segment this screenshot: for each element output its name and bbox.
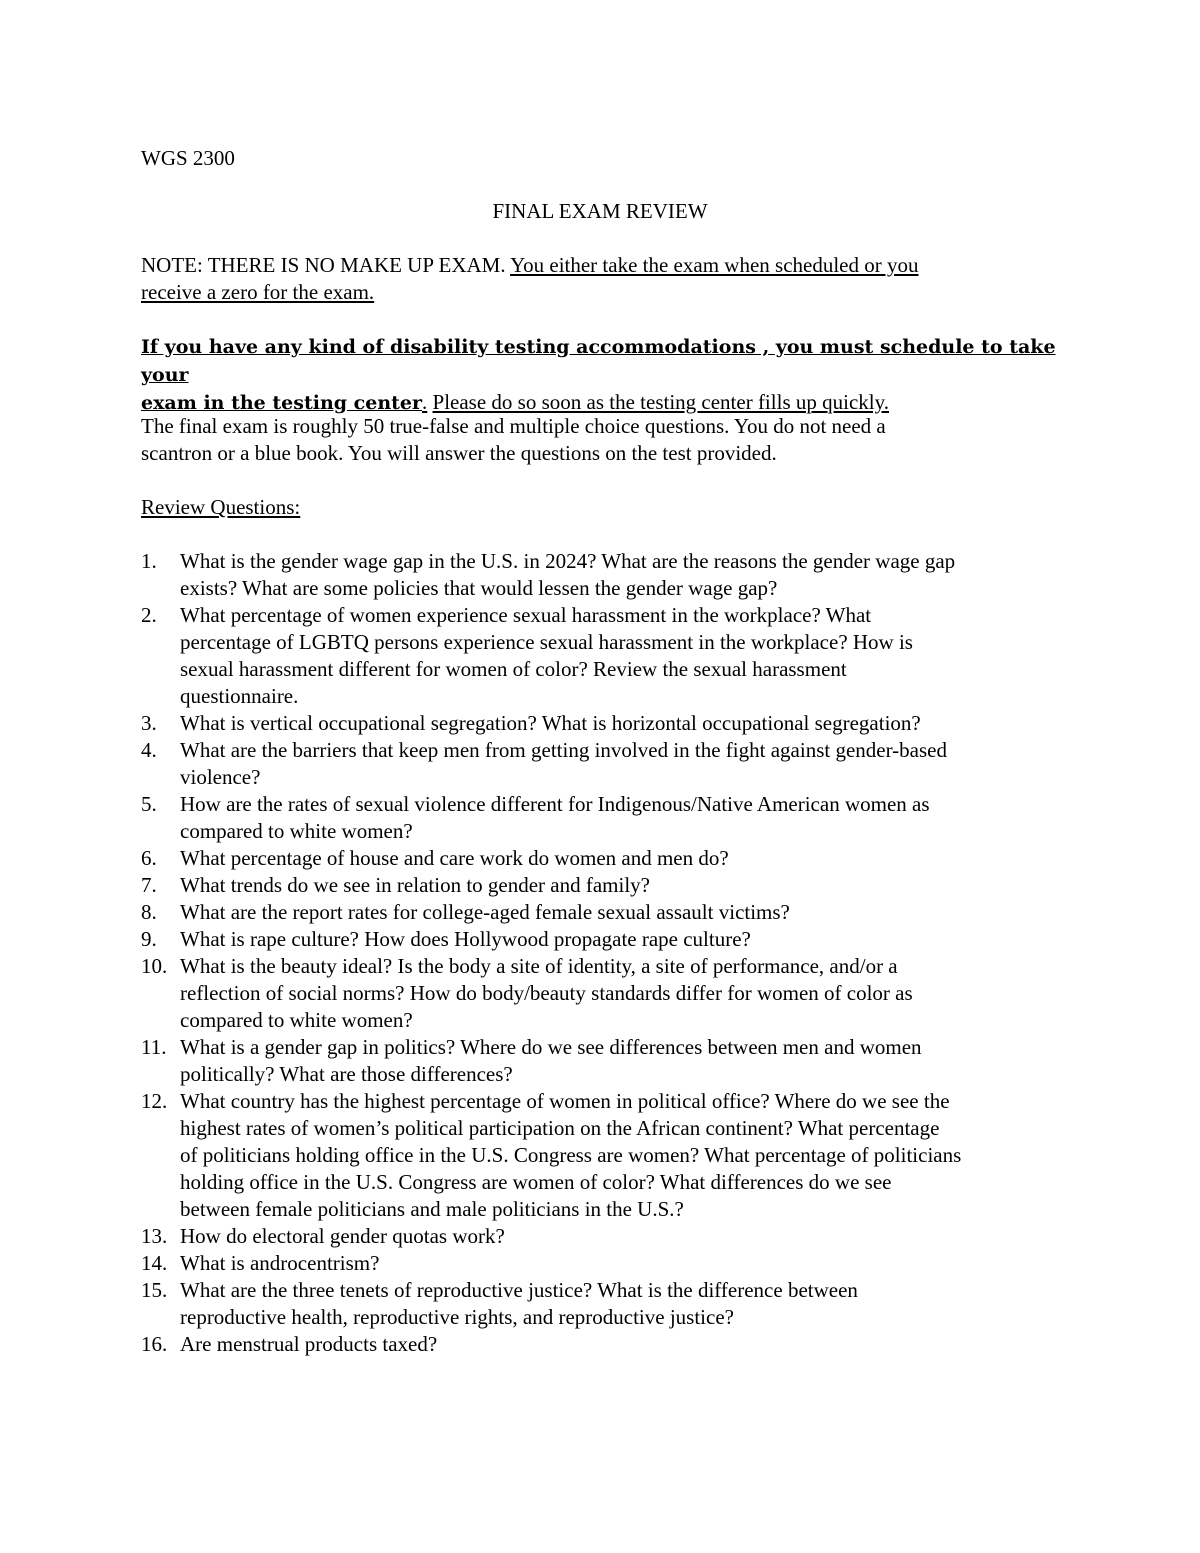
question-text-line: sexual harassment different for women of color? Review the sexual harassment (180, 657, 847, 681)
question-text-line: What is the beauty ideal? Is the body a site of identity, a site of performance, and/or a (180, 954, 898, 978)
question-text-line: What is androcentrism? (180, 1251, 380, 1275)
note-line-1 (141, 252, 1061, 279)
question-number: 8. (141, 900, 157, 924)
question-number: 3. (141, 711, 157, 735)
question-text-line: How are the rates of sexual violence different for Indigenous/Native American women as (180, 792, 930, 816)
question-text-line: reflection of social norms? How do body/beauty standards differ for women of color as (180, 981, 913, 1005)
accom-line-1 (141, 333, 1061, 389)
note-lead: NOTE: THERE IS NO MAKE UP EXAM. (141, 253, 506, 277)
question-text-line: Are menstrual products taxed? (180, 1332, 438, 1356)
question-text-line: What are the barriers that keep men from getting involved in the fight against gender-based (180, 738, 947, 762)
question-item (141, 1277, 1061, 1331)
question-text-line: What are the three tenets of reproductive justice? What is the difference between (180, 1278, 858, 1302)
question-number: 13. (141, 1224, 168, 1248)
question-item (141, 1223, 1061, 1250)
question-number: 15. (141, 1278, 168, 1302)
question-item (141, 710, 1061, 737)
review-heading (141, 494, 1061, 521)
question-text-line: percentage of LGBTQ persons experience sexual harassment in the workplace? How is (180, 630, 913, 654)
question-item (141, 872, 1061, 899)
question-number: 5. (141, 792, 157, 816)
question-item (141, 602, 1061, 710)
question-item (141, 899, 1061, 926)
question-text-line: What country has the highest percentage of women in political office? Where do we see the (180, 1089, 950, 1113)
note-underlined-1: You either take the exam when scheduled or you (510, 253, 919, 277)
question-item (141, 548, 1061, 602)
question-number: 10. (141, 954, 168, 978)
exam-intro (141, 413, 1061, 467)
accom-line-2: exam in the testing center. Please do so soon as the testing center fills up quickly. (141, 390, 889, 414)
question-text-line: highest rates of women’s political participation on the African continent? What percentage (180, 1116, 940, 1140)
question-number: 11. (141, 1035, 167, 1059)
question-number: 4. (141, 738, 157, 762)
question-item (141, 1088, 1061, 1223)
question-item (141, 737, 1061, 791)
course-code: WGS 2300 (141, 146, 235, 170)
question-number: 2. (141, 603, 157, 627)
question-item (141, 791, 1061, 845)
question-text-line: How do electoral gender quotas work? (180, 1224, 505, 1248)
accom-rest: Please do so soon as the testing center fills up quickly. (432, 390, 889, 414)
note-underlined-2: receive a zero for the exam. (141, 280, 375, 304)
intro-line-1: The final exam is roughly 50 true-false and multiple choice questions. You do not need a (141, 414, 886, 438)
question-text-line: What is the gender wage gap in the U.S. in 2024? What are the reasons the gender wage gap (180, 549, 956, 573)
question-number: 1. (141, 549, 157, 573)
question-text-line: What trends do we see in relation to gender and family? (180, 873, 650, 897)
question-text-line: What is rape culture? How does Hollywood propagate rape culture? (180, 927, 751, 951)
question-item (141, 1034, 1061, 1088)
no-makeup-note (141, 252, 1061, 306)
question-text-line: exists? What are some policies that would lessen the gender wage gap? (180, 576, 778, 600)
question-text-line: compared to white women? (180, 1008, 413, 1032)
question-item (141, 1250, 1061, 1277)
question-text-line: What is a gender gap in politics? Where do we see differences between men and women (180, 1035, 922, 1059)
accom-bold-2: exam in the testing center (141, 392, 423, 414)
question-item (141, 926, 1061, 953)
question-item (141, 845, 1061, 872)
review-heading-text: Review Questions: (141, 495, 301, 519)
question-item (141, 953, 1061, 1034)
question-number: 14. (141, 1251, 168, 1275)
note-line-2 (141, 279, 1061, 306)
accommodations-note (141, 333, 1061, 417)
question-number: 16. (141, 1332, 168, 1356)
question-text-line: reproductive health, reproductive rights, and reproductive justice? (180, 1305, 734, 1329)
question-number: 9. (141, 927, 157, 951)
document-title: FINAL EXAM REVIEW (492, 199, 708, 223)
question-text-line: What percentage of women experience sexual harassment in the workplace? What (180, 603, 872, 627)
question-text-line: What is vertical occupational segregation? What is horizontal occupational segregation? (180, 711, 921, 735)
question-number: 6. (141, 846, 157, 870)
question-text-line: politically? What are those differences? (180, 1062, 513, 1086)
question-text-line: What are the report rates for college-aged female sexual assault victims? (180, 900, 790, 924)
question-text-line: violence? (180, 765, 261, 789)
question-text-line: questionnaire. (180, 684, 299, 708)
question-text-line: between female politicians and male politicians in the U.S.? (180, 1197, 684, 1221)
question-text-line: of politicians holding office in the U.S. Congress are women? What percentage of politicians (180, 1143, 962, 1167)
review-questions-list (141, 548, 1061, 1358)
question-item (141, 1331, 1061, 1358)
intro-line-2: scantron or a blue book. You will answer the questions on the test provided. (141, 441, 777, 465)
question-number: 12. (141, 1089, 168, 1113)
question-text-line: compared to white women? (180, 819, 413, 843)
question-text-line: What percentage of house and care work do women and men do? (180, 846, 729, 870)
question-text-line: holding office in the U.S. Congress are women of color? What differences do we see (180, 1170, 892, 1194)
question-number: 7. (141, 873, 157, 897)
accom-bold-1: If you have any kind of disability testing accommodations , you must schedule to take your (141, 336, 1056, 386)
